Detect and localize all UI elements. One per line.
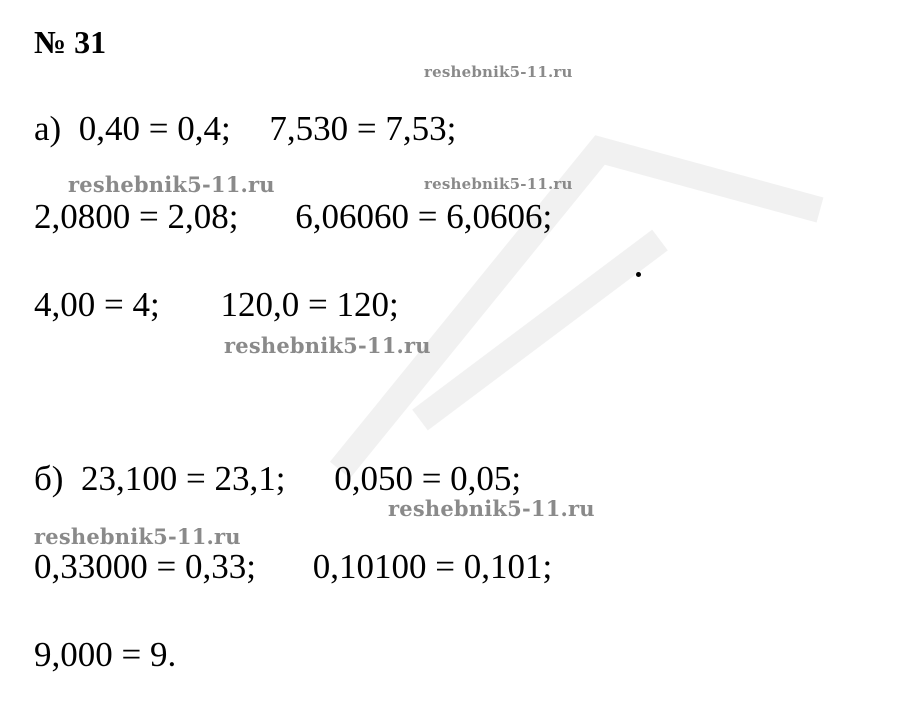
part-b-row-1 [34, 458, 521, 500]
part-a-row-1 [34, 108, 456, 150]
stray-dot [636, 272, 641, 277]
equation: 23,100 = 23,1; [80, 459, 286, 498]
equation: 0,050 = 0,05; [334, 459, 522, 498]
part-a-row-3 [34, 284, 399, 326]
equation: 0,33000 = 0,33; [34, 547, 256, 586]
equation: 2,0800 = 2,08; [34, 197, 239, 236]
problem-number: № 31 [34, 24, 107, 60]
part-b-label: б) [34, 459, 73, 498]
part-b-row-2 [34, 546, 552, 588]
equation: 9,000 = 9. [34, 635, 177, 674]
part-a-label: а) [34, 109, 70, 148]
equation: 0,40 = 0,4; [78, 109, 231, 148]
watermark-text: reshebnik5-11.ru [224, 333, 431, 358]
equation: 120,0 = 120; [220, 285, 399, 324]
watermark-text: reshebnik5-11.ru [424, 175, 573, 193]
part-a-row-2 [34, 196, 552, 238]
watermark-text: reshebnik5-11.ru [388, 496, 595, 521]
watermark-text: reshebnik5-11.ru [34, 524, 241, 549]
equation: 6,06060 = 6,0606; [295, 197, 553, 236]
part-b-row-3 [34, 634, 176, 676]
watermark-text: reshebnik5-11.ru [68, 172, 275, 197]
equation: 4,00 = 4; [34, 285, 160, 324]
equation: 7,530 = 7,53; [269, 109, 457, 148]
watermark-text: reshebnik5-11.ru [424, 63, 573, 81]
equation: 0,10100 = 0,101; [312, 547, 553, 586]
